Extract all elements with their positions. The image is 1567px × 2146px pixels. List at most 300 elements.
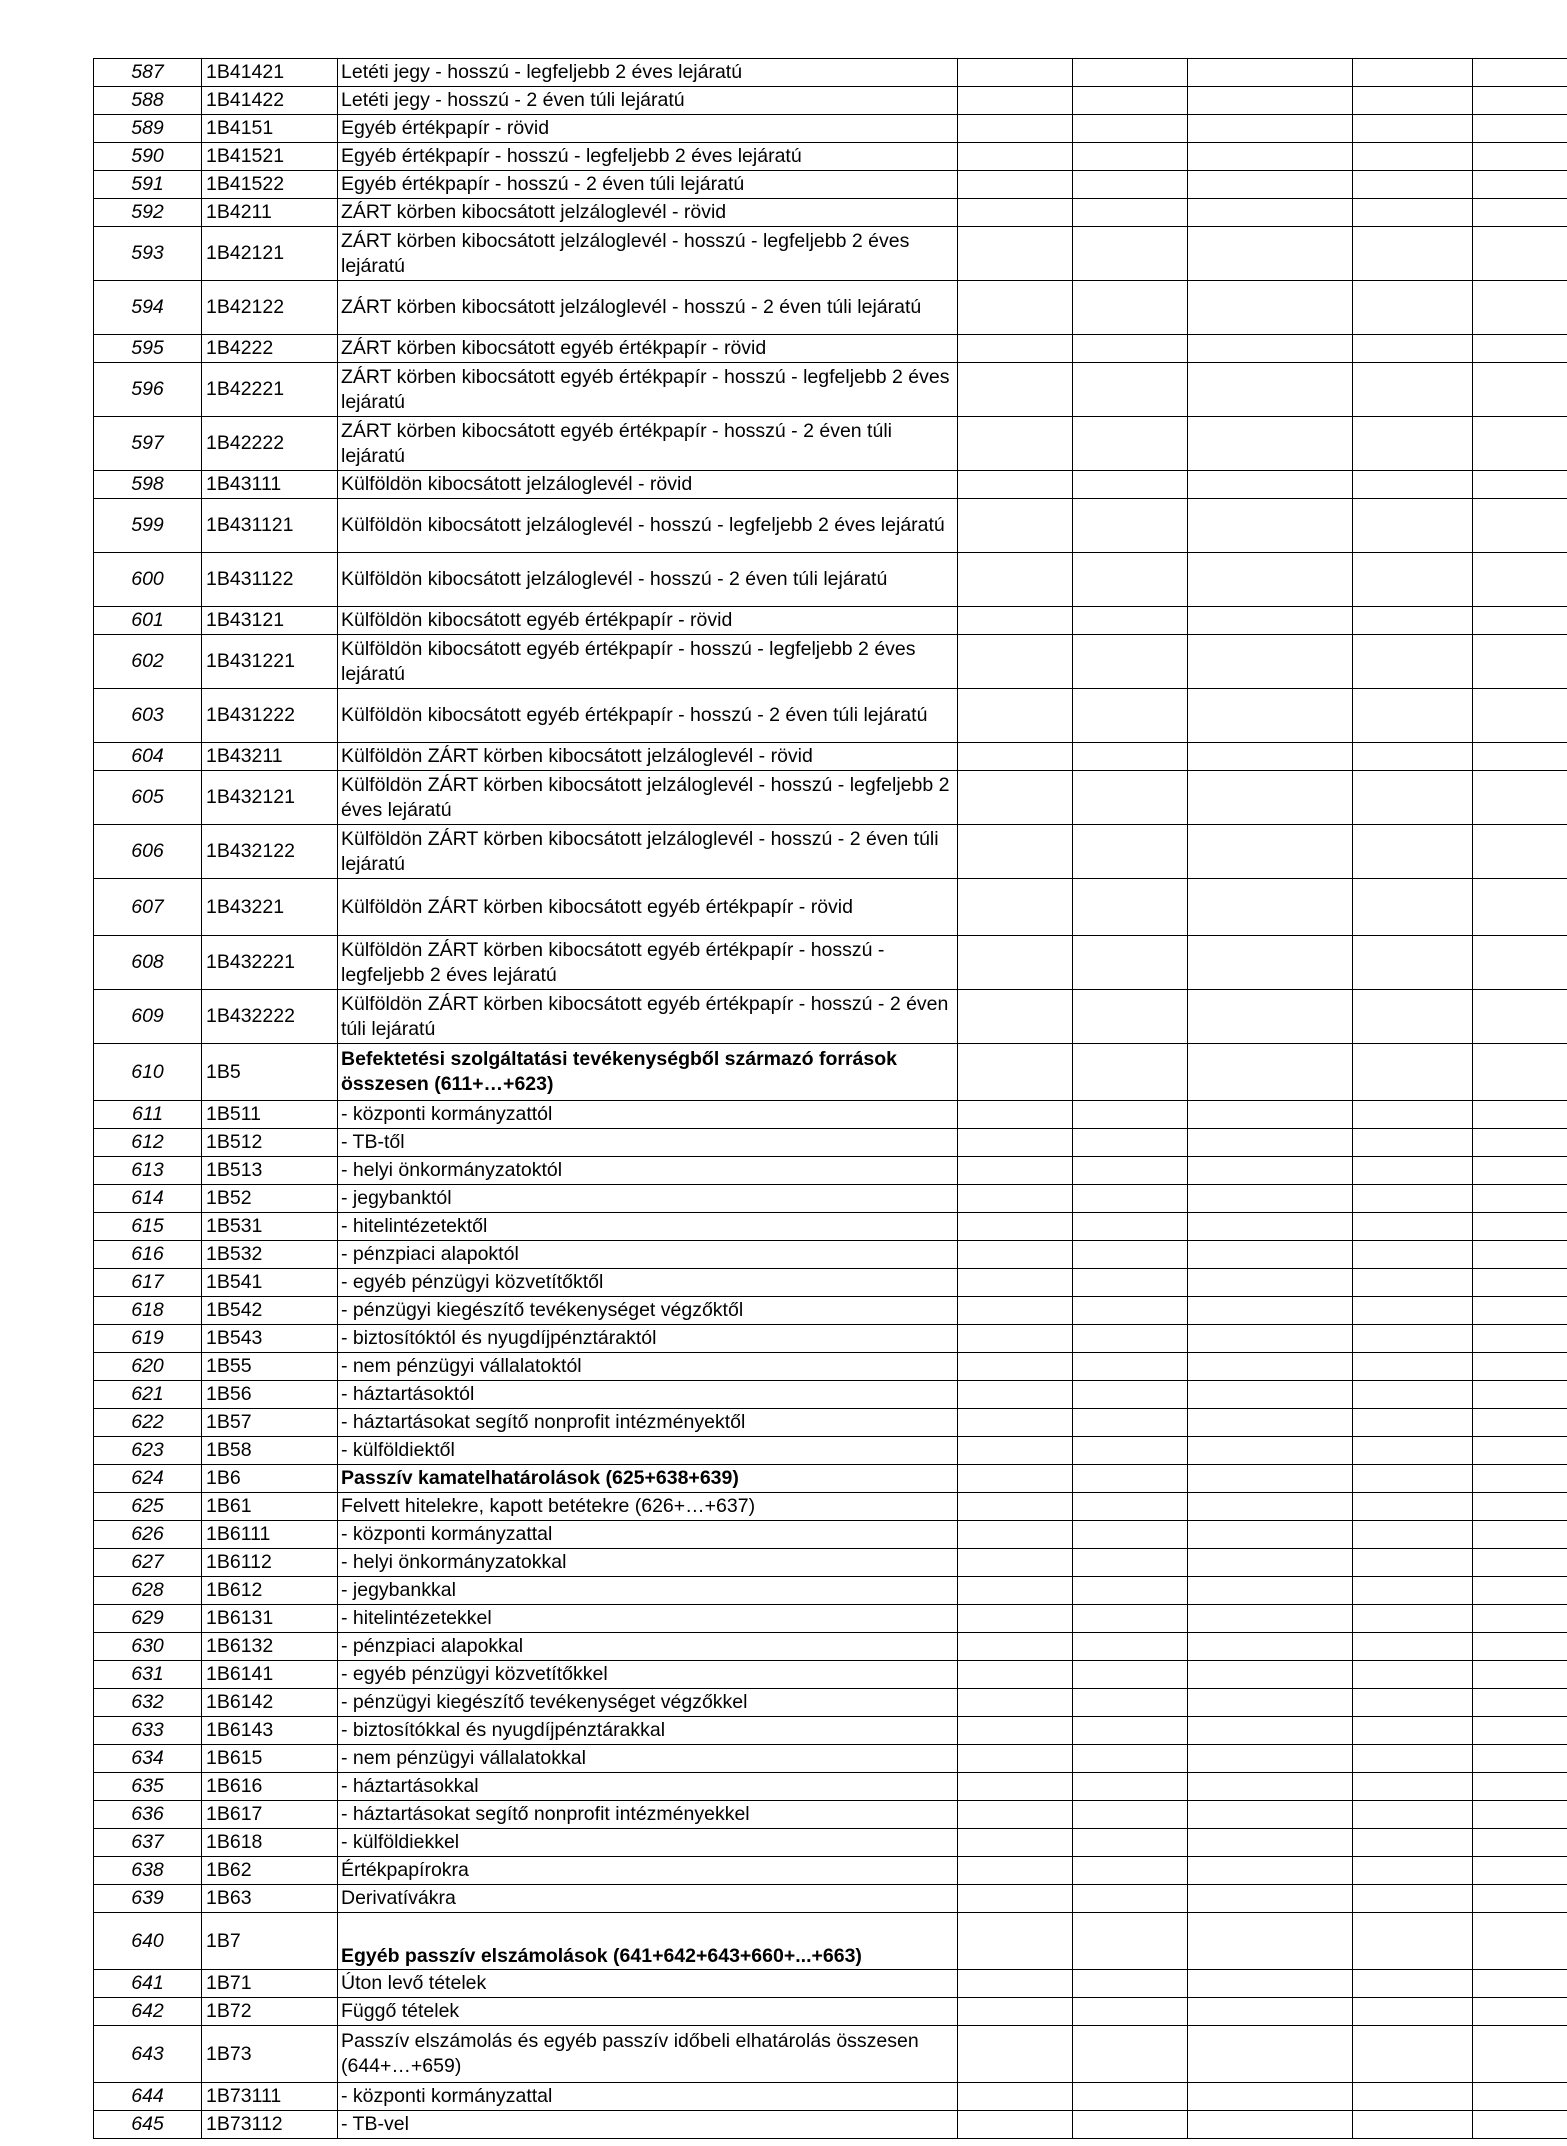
- value-cell-2[interactable]: [1073, 1213, 1188, 1241]
- value-cell-4[interactable]: [1353, 227, 1473, 281]
- value-cell-5[interactable]: [1473, 59, 1567, 87]
- value-cell-2[interactable]: [1073, 1717, 1188, 1745]
- value-cell-2[interactable]: [1073, 1801, 1188, 1829]
- value-cell-3[interactable]: [1188, 607, 1353, 635]
- value-cell-5[interactable]: [1473, 1661, 1567, 1689]
- value-cell-3[interactable]: [1188, 1801, 1353, 1829]
- value-cell-2[interactable]: [1073, 1185, 1188, 1213]
- value-cell-1[interactable]: [958, 1970, 1073, 1998]
- value-cell-1[interactable]: [958, 199, 1073, 227]
- value-cell-5[interactable]: [1473, 1241, 1567, 1269]
- value-cell-2[interactable]: [1073, 1970, 1188, 1998]
- value-cell-2[interactable]: [1073, 171, 1188, 199]
- value-cell-2[interactable]: [1073, 471, 1188, 499]
- value-cell-3[interactable]: [1188, 1157, 1353, 1185]
- value-cell-5[interactable]: [1473, 1885, 1567, 1913]
- value-cell-1[interactable]: [958, 1605, 1073, 1633]
- value-cell-2[interactable]: [1073, 199, 1188, 227]
- value-cell-2[interactable]: [1073, 990, 1188, 1044]
- value-cell-2[interactable]: [1073, 499, 1188, 553]
- value-cell-5[interactable]: [1473, 1044, 1567, 1101]
- value-cell-3[interactable]: [1188, 689, 1353, 743]
- value-cell-1[interactable]: [958, 1549, 1073, 1577]
- value-cell-3[interactable]: [1188, 1689, 1353, 1717]
- value-cell-5[interactable]: [1473, 689, 1567, 743]
- value-cell-2[interactable]: [1073, 1829, 1188, 1857]
- value-cell-2[interactable]: [1073, 1269, 1188, 1297]
- value-cell-3[interactable]: [1188, 499, 1353, 553]
- value-cell-1[interactable]: [958, 499, 1073, 553]
- value-cell-2[interactable]: [1073, 1325, 1188, 1353]
- value-cell-4[interactable]: [1353, 143, 1473, 171]
- value-cell-2[interactable]: [1073, 1745, 1188, 1773]
- value-cell-1[interactable]: [958, 143, 1073, 171]
- value-cell-5[interactable]: [1473, 1689, 1567, 1717]
- value-cell-2[interactable]: [1073, 2083, 1188, 2111]
- value-cell-2[interactable]: [1073, 1381, 1188, 1409]
- value-cell-1[interactable]: [958, 936, 1073, 990]
- value-cell-3[interactable]: [1188, 1970, 1353, 1998]
- value-cell-2[interactable]: [1073, 1549, 1188, 1577]
- value-cell-2[interactable]: [1073, 1857, 1188, 1885]
- value-cell-2[interactable]: [1073, 553, 1188, 607]
- value-cell-4[interactable]: [1353, 1913, 1473, 1970]
- value-cell-3[interactable]: [1188, 363, 1353, 417]
- value-cell-4[interactable]: [1353, 1998, 1473, 2026]
- value-cell-1[interactable]: [958, 635, 1073, 689]
- value-cell-3[interactable]: [1188, 335, 1353, 363]
- value-cell-4[interactable]: [1353, 553, 1473, 607]
- value-cell-3[interactable]: [1188, 2111, 1353, 2139]
- value-cell-2[interactable]: [1073, 1998, 1188, 2026]
- value-cell-5[interactable]: [1473, 227, 1567, 281]
- value-cell-3[interactable]: [1188, 471, 1353, 499]
- value-cell-1[interactable]: [958, 1409, 1073, 1437]
- value-cell-4[interactable]: [1353, 1633, 1473, 1661]
- value-cell-5[interactable]: [1473, 936, 1567, 990]
- value-cell-1[interactable]: [958, 87, 1073, 115]
- value-cell-5[interactable]: [1473, 1381, 1567, 1409]
- value-cell-2[interactable]: [1073, 1661, 1188, 1689]
- value-cell-1[interactable]: [958, 1998, 1073, 2026]
- value-cell-2[interactable]: [1073, 1913, 1188, 1970]
- value-cell-5[interactable]: [1473, 87, 1567, 115]
- value-cell-2[interactable]: [1073, 1521, 1188, 1549]
- value-cell-4[interactable]: [1353, 1773, 1473, 1801]
- value-cell-2[interactable]: [1073, 1437, 1188, 1465]
- value-cell-2[interactable]: [1073, 635, 1188, 689]
- value-cell-5[interactable]: [1473, 335, 1567, 363]
- value-cell-4[interactable]: [1353, 1101, 1473, 1129]
- table-row: [94, 1185, 1567, 1213]
- value-cell-4[interactable]: [1353, 1857, 1473, 1885]
- value-cell-1[interactable]: [958, 171, 1073, 199]
- value-cell-2[interactable]: [1073, 1101, 1188, 1129]
- value-cell-2[interactable]: [1073, 59, 1188, 87]
- description-cell: - háztartásokat segítő nonprofit intézményektől: [338, 1409, 958, 1437]
- value-cell-3[interactable]: [1188, 825, 1353, 879]
- value-cell-5[interactable]: [1473, 1297, 1567, 1325]
- value-cell-3[interactable]: [1188, 879, 1353, 936]
- value-cell-3[interactable]: [1188, 227, 1353, 281]
- value-cell-5[interactable]: [1473, 990, 1567, 1044]
- value-cell-1[interactable]: [958, 281, 1073, 335]
- value-cell-2[interactable]: [1073, 1157, 1188, 1185]
- value-cell-1[interactable]: [958, 1465, 1073, 1493]
- value-cell-5[interactable]: [1473, 771, 1567, 825]
- value-cell-2[interactable]: [1073, 1885, 1188, 1913]
- value-cell-5[interactable]: [1473, 1970, 1567, 1998]
- value-cell-5[interactable]: [1473, 1213, 1567, 1241]
- value-cell-3[interactable]: [1188, 1044, 1353, 1101]
- value-cell-3[interactable]: [1188, 1325, 1353, 1353]
- value-cell-4[interactable]: [1353, 1829, 1473, 1857]
- value-cell-4[interactable]: [1353, 1044, 1473, 1101]
- value-cell-5[interactable]: [1473, 471, 1567, 499]
- value-cell-1[interactable]: [958, 1101, 1073, 1129]
- value-cell-4[interactable]: [1353, 1353, 1473, 1381]
- value-cell-4[interactable]: [1353, 1269, 1473, 1297]
- value-cell-1[interactable]: [958, 1577, 1073, 1605]
- value-cell-5[interactable]: [1473, 499, 1567, 553]
- value-cell-4[interactable]: [1353, 1521, 1473, 1549]
- value-cell-5[interactable]: [1473, 1633, 1567, 1661]
- value-cell-1[interactable]: [958, 689, 1073, 743]
- value-cell-5[interactable]: [1473, 1549, 1567, 1577]
- value-cell-3[interactable]: [1188, 936, 1353, 990]
- value-cell-4[interactable]: [1353, 199, 1473, 227]
- value-cell-4[interactable]: [1353, 1409, 1473, 1437]
- value-cell-1[interactable]: [958, 1297, 1073, 1325]
- value-cell-4[interactable]: [1353, 1465, 1473, 1493]
- value-cell-5[interactable]: [1473, 363, 1567, 417]
- value-cell-4[interactable]: [1353, 59, 1473, 87]
- row-number-cell: 605: [94, 771, 202, 825]
- value-cell-4[interactable]: [1353, 1157, 1473, 1185]
- value-cell-2[interactable]: [1073, 335, 1188, 363]
- value-cell-1[interactable]: [958, 1044, 1073, 1101]
- value-cell-3[interactable]: [1188, 1381, 1353, 1409]
- value-cell-1[interactable]: [958, 1773, 1073, 1801]
- value-cell-3[interactable]: [1188, 1353, 1353, 1381]
- value-cell-2[interactable]: [1073, 1044, 1188, 1101]
- value-cell-5[interactable]: [1473, 1493, 1567, 1521]
- value-cell-2[interactable]: [1073, 1577, 1188, 1605]
- value-cell-3[interactable]: [1188, 171, 1353, 199]
- value-cell-3[interactable]: [1188, 115, 1353, 143]
- value-cell-3[interactable]: [1188, 143, 1353, 171]
- value-cell-2[interactable]: [1073, 936, 1188, 990]
- value-cell-1[interactable]: [958, 1353, 1073, 1381]
- value-cell-1[interactable]: [958, 335, 1073, 363]
- value-cell-2[interactable]: [1073, 1633, 1188, 1661]
- value-cell-1[interactable]: [958, 1857, 1073, 1885]
- value-cell-4[interactable]: [1353, 1325, 1473, 1353]
- value-cell-4[interactable]: [1353, 1689, 1473, 1717]
- value-cell-4[interactable]: [1353, 115, 1473, 143]
- value-cell-2[interactable]: [1073, 1465, 1188, 1493]
- value-cell-5[interactable]: [1473, 1577, 1567, 1605]
- value-cell-2[interactable]: [1073, 1689, 1188, 1717]
- value-cell-5[interactable]: [1473, 1773, 1567, 1801]
- value-cell-5[interactable]: [1473, 879, 1567, 936]
- value-cell-2[interactable]: [1073, 1605, 1188, 1633]
- value-cell-1[interactable]: [958, 607, 1073, 635]
- value-cell-4[interactable]: [1353, 879, 1473, 936]
- value-cell-3[interactable]: [1188, 1297, 1353, 1325]
- value-cell-4[interactable]: [1353, 1745, 1473, 1773]
- value-cell-4[interactable]: [1353, 1213, 1473, 1241]
- value-cell-1[interactable]: [958, 1745, 1073, 1773]
- value-cell-1[interactable]: [958, 990, 1073, 1044]
- value-cell-3[interactable]: [1188, 1605, 1353, 1633]
- value-cell-2[interactable]: [1073, 115, 1188, 143]
- value-cell-1[interactable]: [958, 1213, 1073, 1241]
- value-cell-2[interactable]: [1073, 281, 1188, 335]
- value-cell-1[interactable]: [958, 825, 1073, 879]
- value-cell-3[interactable]: [1188, 1409, 1353, 1437]
- value-cell-4[interactable]: [1353, 87, 1473, 115]
- value-cell-3[interactable]: [1188, 1493, 1353, 1521]
- value-cell-3[interactable]: [1188, 1185, 1353, 1213]
- value-cell-5[interactable]: [1473, 1829, 1567, 1857]
- value-cell-3[interactable]: [1188, 1213, 1353, 1241]
- value-cell-5[interactable]: [1473, 1465, 1567, 1493]
- value-cell-2[interactable]: [1073, 689, 1188, 743]
- value-cell-3[interactable]: [1188, 1857, 1353, 1885]
- value-cell-5[interactable]: [1473, 143, 1567, 171]
- value-cell-3[interactable]: [1188, 1465, 1353, 1493]
- value-cell-1[interactable]: [958, 471, 1073, 499]
- value-cell-5[interactable]: [1473, 743, 1567, 771]
- value-cell-2[interactable]: [1073, 417, 1188, 471]
- value-cell-5[interactable]: [1473, 607, 1567, 635]
- value-cell-1[interactable]: [958, 1717, 1073, 1745]
- value-cell-4[interactable]: [1353, 1381, 1473, 1409]
- value-cell-4[interactable]: [1353, 1129, 1473, 1157]
- value-cell-4[interactable]: [1353, 1493, 1473, 1521]
- value-cell-1[interactable]: [958, 115, 1073, 143]
- value-cell-1[interactable]: [958, 1633, 1073, 1661]
- value-cell-5[interactable]: [1473, 1157, 1567, 1185]
- value-cell-5[interactable]: [1473, 825, 1567, 879]
- value-cell-5[interactable]: [1473, 417, 1567, 471]
- value-cell-1[interactable]: [958, 417, 1073, 471]
- value-cell-5[interactable]: [1473, 1801, 1567, 1829]
- value-cell-2[interactable]: [1073, 2026, 1188, 2083]
- value-cell-3[interactable]: [1188, 1521, 1353, 1549]
- value-cell-4[interactable]: [1353, 1185, 1473, 1213]
- value-cell-1[interactable]: [958, 1521, 1073, 1549]
- value-cell-5[interactable]: [1473, 635, 1567, 689]
- value-cell-1[interactable]: [958, 1129, 1073, 1157]
- value-cell-4[interactable]: [1353, 2026, 1473, 2083]
- value-cell-4[interactable]: [1353, 1549, 1473, 1577]
- value-cell-3[interactable]: [1188, 2026, 1353, 2083]
- value-cell-2[interactable]: [1073, 1353, 1188, 1381]
- value-cell-5[interactable]: [1473, 1269, 1567, 1297]
- value-cell-3[interactable]: [1188, 59, 1353, 87]
- value-cell-4[interactable]: [1353, 635, 1473, 689]
- value-cell-4[interactable]: [1353, 936, 1473, 990]
- value-cell-3[interactable]: [1188, 281, 1353, 335]
- value-cell-3[interactable]: [1188, 1129, 1353, 1157]
- value-cell-1[interactable]: [958, 59, 1073, 87]
- value-cell-5[interactable]: [1473, 1437, 1567, 1465]
- value-cell-4[interactable]: [1353, 607, 1473, 635]
- value-cell-1[interactable]: [958, 2083, 1073, 2111]
- value-cell-3[interactable]: [1188, 1745, 1353, 1773]
- value-cell-2[interactable]: [1073, 879, 1188, 936]
- value-cell-4[interactable]: [1353, 471, 1473, 499]
- value-cell-1[interactable]: [958, 1829, 1073, 1857]
- value-cell-4[interactable]: [1353, 1717, 1473, 1745]
- value-cell-1[interactable]: [958, 1241, 1073, 1269]
- value-cell-4[interactable]: [1353, 1437, 1473, 1465]
- value-cell-5[interactable]: [1473, 1745, 1567, 1773]
- value-cell-3[interactable]: [1188, 1633, 1353, 1661]
- value-cell-4[interactable]: [1353, 1241, 1473, 1269]
- value-cell-3[interactable]: [1188, 743, 1353, 771]
- value-cell-3[interactable]: [1188, 1577, 1353, 1605]
- value-cell-1[interactable]: [958, 1689, 1073, 1717]
- value-cell-3[interactable]: [1188, 1241, 1353, 1269]
- value-cell-1[interactable]: [958, 1157, 1073, 1185]
- value-cell-4[interactable]: [1353, 1605, 1473, 1633]
- value-cell-3[interactable]: [1188, 553, 1353, 607]
- value-cell-4[interactable]: [1353, 335, 1473, 363]
- value-cell-5[interactable]: [1473, 2111, 1567, 2139]
- value-cell-3[interactable]: [1188, 1269, 1353, 1297]
- value-cell-4[interactable]: [1353, 825, 1473, 879]
- value-cell-4[interactable]: [1353, 171, 1473, 199]
- value-cell-2[interactable]: [1073, 1773, 1188, 1801]
- value-cell-3[interactable]: [1188, 1913, 1353, 1970]
- value-cell-3[interactable]: [1188, 1549, 1353, 1577]
- value-cell-4[interactable]: [1353, 2111, 1473, 2139]
- value-cell-4[interactable]: [1353, 1801, 1473, 1829]
- value-cell-4[interactable]: [1353, 499, 1473, 553]
- value-cell-3[interactable]: [1188, 87, 1353, 115]
- value-cell-5[interactable]: [1473, 1409, 1567, 1437]
- value-cell-4[interactable]: [1353, 1661, 1473, 1689]
- value-cell-1[interactable]: [958, 1437, 1073, 1465]
- value-cell-5[interactable]: [1473, 1521, 1567, 1549]
- value-cell-1[interactable]: [958, 227, 1073, 281]
- value-cell-4[interactable]: [1353, 363, 1473, 417]
- value-cell-2[interactable]: [1073, 825, 1188, 879]
- value-cell-4[interactable]: [1353, 771, 1473, 825]
- value-cell-4[interactable]: [1353, 2083, 1473, 2111]
- value-cell-5[interactable]: [1473, 553, 1567, 607]
- value-cell-3[interactable]: [1188, 1717, 1353, 1745]
- value-cell-1[interactable]: [958, 363, 1073, 417]
- value-cell-5[interactable]: [1473, 1101, 1567, 1129]
- value-cell-1[interactable]: [958, 771, 1073, 825]
- value-cell-1[interactable]: [958, 1325, 1073, 1353]
- value-cell-4[interactable]: [1353, 417, 1473, 471]
- value-cell-1[interactable]: [958, 1269, 1073, 1297]
- value-cell-5[interactable]: [1473, 1605, 1567, 1633]
- value-cell-2[interactable]: [1073, 363, 1188, 417]
- value-cell-3[interactable]: [1188, 417, 1353, 471]
- value-cell-3[interactable]: [1188, 1437, 1353, 1465]
- value-cell-1[interactable]: [958, 1661, 1073, 1689]
- value-cell-2[interactable]: [1073, 2111, 1188, 2139]
- value-cell-5[interactable]: [1473, 1717, 1567, 1745]
- value-cell-1[interactable]: [958, 2111, 1073, 2139]
- value-cell-5[interactable]: [1473, 1998, 1567, 2026]
- row-number-cell: 636: [94, 1801, 202, 1829]
- value-cell-5[interactable]: [1473, 199, 1567, 227]
- value-cell-1[interactable]: [958, 1801, 1073, 1829]
- value-cell-5[interactable]: [1473, 1857, 1567, 1885]
- value-cell-3[interactable]: [1188, 1661, 1353, 1689]
- value-cell-2[interactable]: [1073, 143, 1188, 171]
- value-cell-1[interactable]: [958, 2026, 1073, 2083]
- value-cell-2[interactable]: [1073, 1409, 1188, 1437]
- value-cell-2[interactable]: [1073, 1297, 1188, 1325]
- value-cell-3[interactable]: [1188, 635, 1353, 689]
- value-cell-1[interactable]: [958, 879, 1073, 936]
- value-cell-5[interactable]: [1473, 1353, 1567, 1381]
- value-cell-2[interactable]: [1073, 87, 1188, 115]
- value-cell-5[interactable]: [1473, 2026, 1567, 2083]
- value-cell-4[interactable]: [1353, 990, 1473, 1044]
- value-cell-3[interactable]: [1188, 1829, 1353, 1857]
- value-cell-1[interactable]: [958, 1493, 1073, 1521]
- value-cell-3[interactable]: [1188, 1885, 1353, 1913]
- value-cell-5[interactable]: [1473, 171, 1567, 199]
- value-cell-1[interactable]: [958, 1381, 1073, 1409]
- value-cell-5[interactable]: [1473, 1913, 1567, 1970]
- value-cell-4[interactable]: [1353, 743, 1473, 771]
- value-cell-2[interactable]: [1073, 743, 1188, 771]
- value-cell-3[interactable]: [1188, 1773, 1353, 1801]
- value-cell-2[interactable]: [1073, 1493, 1188, 1521]
- description-cell: Egyéb értékpapír - hosszú - 2 éven túli lejáratú: [338, 171, 958, 199]
- value-cell-1[interactable]: [958, 1913, 1073, 1970]
- value-cell-2[interactable]: [1073, 1129, 1188, 1157]
- value-cell-4[interactable]: [1353, 1577, 1473, 1605]
- value-cell-2[interactable]: [1073, 607, 1188, 635]
- value-cell-5[interactable]: [1473, 115, 1567, 143]
- value-cell-3[interactable]: [1188, 1101, 1353, 1129]
- value-cell-2[interactable]: [1073, 771, 1188, 825]
- value-cell-4[interactable]: [1353, 689, 1473, 743]
- value-cell-1[interactable]: [958, 1185, 1073, 1213]
- value-cell-5[interactable]: [1473, 1185, 1567, 1213]
- value-cell-3[interactable]: [1188, 2083, 1353, 2111]
- value-cell-4[interactable]: [1353, 1885, 1473, 1913]
- value-cell-5[interactable]: [1473, 2083, 1567, 2111]
- value-cell-1[interactable]: [958, 553, 1073, 607]
- value-cell-3[interactable]: [1188, 771, 1353, 825]
- value-cell-3[interactable]: [1188, 199, 1353, 227]
- value-cell-5[interactable]: [1473, 1129, 1567, 1157]
- value-cell-1[interactable]: [958, 1885, 1073, 1913]
- value-cell-5[interactable]: [1473, 1325, 1567, 1353]
- value-cell-2[interactable]: [1073, 1241, 1188, 1269]
- value-cell-3[interactable]: [1188, 990, 1353, 1044]
- value-cell-4[interactable]: [1353, 1970, 1473, 1998]
- value-cell-3[interactable]: [1188, 1998, 1353, 2026]
- value-cell-5[interactable]: [1473, 281, 1567, 335]
- value-cell-4[interactable]: [1353, 281, 1473, 335]
- value-cell-2[interactable]: [1073, 227, 1188, 281]
- value-cell-1[interactable]: [958, 743, 1073, 771]
- value-cell-4[interactable]: [1353, 1297, 1473, 1325]
